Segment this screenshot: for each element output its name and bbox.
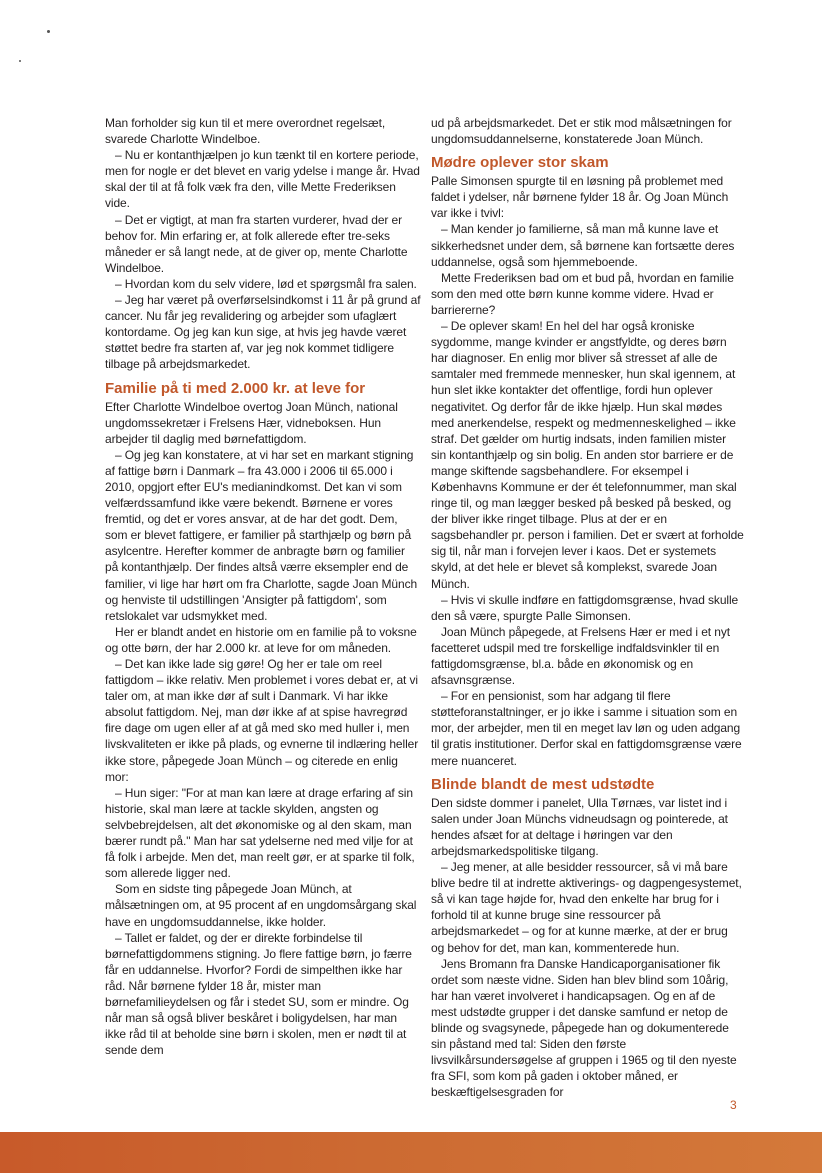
footer-bar [0, 1132, 822, 1173]
paragraph: – Det er vigtigt, at man fra starten vurderer, hvad der er behov for. Min erfaring er, at folk allerede efter tre-seks måneder er så langt nede, at de giver op, mente Charlotte Windelboe. [105, 212, 408, 275]
paragraph: Man forholder sig kun til et mere overordnet regelsæt, svarede Charlotte Windelboe. [105, 116, 386, 147]
section-heading: Blinde blandt de mest udstødte [431, 775, 655, 793]
paragraph: – Tallet er faldet, og der er direkte forbindelse til børnefattigdommens stigning. Jo flere fattige børn, jo færre får en uddannelse. Hvorfor? Fordi de simpelthen ikke har råd. Når børnene fylder 18 år, mister man børnefamilieydelsen og får i stedet SU, som er mindre. Og når man så også bliver beskåret i boligydelsen, har man ikke råd til at beholde sine børn i skolen, men er nødt til at sende dem [105, 930, 412, 1058]
page-number: 3 [730, 1098, 737, 1112]
scan-speck [47, 30, 50, 33]
right-column [431, 115, 744, 1100]
paragraph: – Jeg mener, at alle besidder ressourcer, så vi må bare blive bedre til at indrette aktiverings- og dagpengesystemet, så vi kan tage højde for, hvad den enkelte har brug for i forhold til at kunne bruge sine ressourcer på arbejdsmarkedet – og for at kunne mærke, at der er brug og behov for det, man kan, kommenterede hun. [431, 860, 742, 955]
paragraph: – Nu er kontanthjælpen jo kun tænkt til en kortere periode, men for nogle er det blevet en varig ydelse i mange år. Hvad skal der til at få folk væk fra den, ville Mette Frederiksen vide. [105, 148, 420, 211]
paragraph: Palle Simonsen spurgte til en løsning på problemet med faldet i ydelser, når børnene fylder 18 år. Og Joan Münch var ikke i tvivl: [431, 174, 729, 221]
paragraph: Joan Münch påpegede, at Frelsens Hær er med i et nyt facetteret udspil med tre forskellige indfaldsvinkler til en fattigdomsgrænse, bl.a. både en økonomisk og en afsavnsgrænse. [431, 624, 730, 688]
section-heading: Familie på ti med 2.000 kr. at leve for [105, 379, 366, 397]
paragraph: – Hun siger: "For at man kan lære at drage erfaring af sin historie, skal man lære at tackle skylden, angsten og selvbebrejdelsen, alt det økonomiske og al den skam, man bærer rundt på." Man har sat ydelserne ned med vilje for at få folk i arbejde. Men det, man reelt gør, er at sparke til folk, som allerede ligger ned. [105, 785, 415, 881]
paragraph: – For en pensionist, som har adgang til flere støtteforanstaltninger, er jo ikke i samme i situation som en mor, der arbejder, men til en meget lav løn og uden adgang til gratis institutioner. Derfor skal en fattigdomsgrænse være mere nuanceret. [431, 689, 742, 768]
paragraph: Den sidste dommer i panelet, Ulla Tørnæs, var listet ind i salen under Joan Münchs vidneudsagn og pointerede, at hendes afsæt for at deltage i høringen var den arbejdsmarkedspolitiske tilgang. [431, 795, 728, 858]
paragraph: Efter Charlotte Windelboe overtog Joan Münch, national ungdomssekretær i Frelsens Hær, vidneboksen. Hun arbejder til daglig med børnefattigdom. [105, 399, 398, 446]
paragraph: – Og jeg kan konstatere, at vi har set en markant stigning af fattige børn i Danmark – fra 43.000 i 2006 til 65.000 i 2010, opgjort efter EU's medianindkomst. Det kan vi som velfærdssamfund ikke være bekendt. Børnene er vores fremtid, og det er vores ansvar, at de har det godt. Dem, som er blevet fattigere, er familier på starthjælp og børn på asylcentre. Herefter kommer de anbragte børn og familier på kontanthjælp. Der findes altså værre eksempler end de familier, vi lige har hørt om fra Charlotte, sagde Joan Münch og henviste til udstillingen 'Ansigter på fattigdom', som retslokalet var udsmykket med. [105, 447, 418, 623]
paragraph: ud på arbejdsmarkedet. Det er stik mod målsætningen for ungdomsuddannelserne, konstaterede Joan Münch. [431, 116, 732, 147]
paragraph: Som en sidste ting påpegede Joan Münch, at målsætningen om, at 95 procent af en ungdomsårgang skal have en ungdomsuddannelse, ikke holder. [105, 882, 417, 929]
paragraph: – Hvis vi skulle indføre en fattigdomsgrænse, hvad skulle den så være, spurgte Palle Simonsen. [431, 592, 739, 623]
paragraph: – Hvordan kom du selv videre, lød et spørgsmål fra salen. [115, 276, 417, 291]
paragraph: – De oplever skam! En hel del har også kroniske sygdomme, mange kvinder er angstfyldte, og deres børn har diagnoser. En enlig mor bliver så stresset af alle de samtaler med fremmede mennesker, hun skal igennem, at hun slet ikke kontakter det offentlige, fordi hun oplever negativitet. Og derfor får de ikke hjælp. Hun skal mødes med anerkendelse, respekt og medmenneskelighed – ikke straf. Det gælder om hurtig indsats, inden familien mister sin kontanthjælp og sin bolig. En anden stor barriere er de mange skiftende sagsbehandlere. For eksempel i Københavns Kommune er der ét telefonnummer, man skal ringe til, og man lægger besked på besked på besked, og der bliver ikke ringet tilbage. Plus at der er en sagsbehandler pr. person i familien. Det er svært at forholde sig til, når man i forvejen lever i kaos. Det er systemets skyld, at det hele er blevet så komplekst, svarede Joan Münch. [431, 319, 744, 591]
paragraph: Her er blandt andet en historie om en familie på to voksne og otte børn, der har 2.000 kr. at leve for om måneden. [105, 624, 417, 655]
section-heading: Mødre oplever stor skam [431, 154, 609, 172]
paragraph: Mette Frederiksen bad om et bud på, hvordan en familie som den med otte børn kunne komme videre. Hvad er barriererne? [431, 270, 734, 317]
paragraph: – Man kender jo familierne, så man må kunne lave et sikkerhedsnet under dem, så børnene kan fortsætte deres uddannelse, også som hjemmeboende. [431, 222, 735, 269]
paragraph: Jens Bromann fra Danske Handicaporganisationer fik ordet som næste vidne. Siden han blev blind som 10årig, har han været involveret i handicapsagen. Og en af de mest udstødte grupper i det danske samfund er netop de blinde og svagsynede, påpegede han og dokumenterede sin påstand med tal: Siden den første livsvilkårsundersøgelse af gruppen i 1965 og til den nyeste fra SFI, som kom på gaden i oktober måned, er beskæftigelsesgraden for [431, 956, 737, 1100]
paragraph: – Jeg har været på overførselsindkomst i 11 år på grund af cancer. Nu får jeg revalidering og arbejder som ufaglært kontordame. Og jeg kan kun sige, at hvis jeg havde været støttet bedre fra starten af, var jeg nok kommet tidligere tilbage på arbejdsmarkedet. [105, 293, 421, 372]
scan-speck [19, 60, 21, 62]
paragraph: – Det kan ikke lade sig gøre! Og her er tale om reel fattigdom – ikke relativ. Men problemet i vores debat er, at vi taler om, at man ikke dør af sult i Danmark. Vi har ikke absolut fattigdom. Nej, man dør ikke af at spise havregrød fire dage om ugen eller af at gå med sko med huller i, men livskvaliteten er ikke på plads, og evnerne til indlæring heller ikke store, påpegede Joan Münch – og citerede en enlig mor: [105, 657, 419, 784]
left-column [105, 115, 421, 1058]
